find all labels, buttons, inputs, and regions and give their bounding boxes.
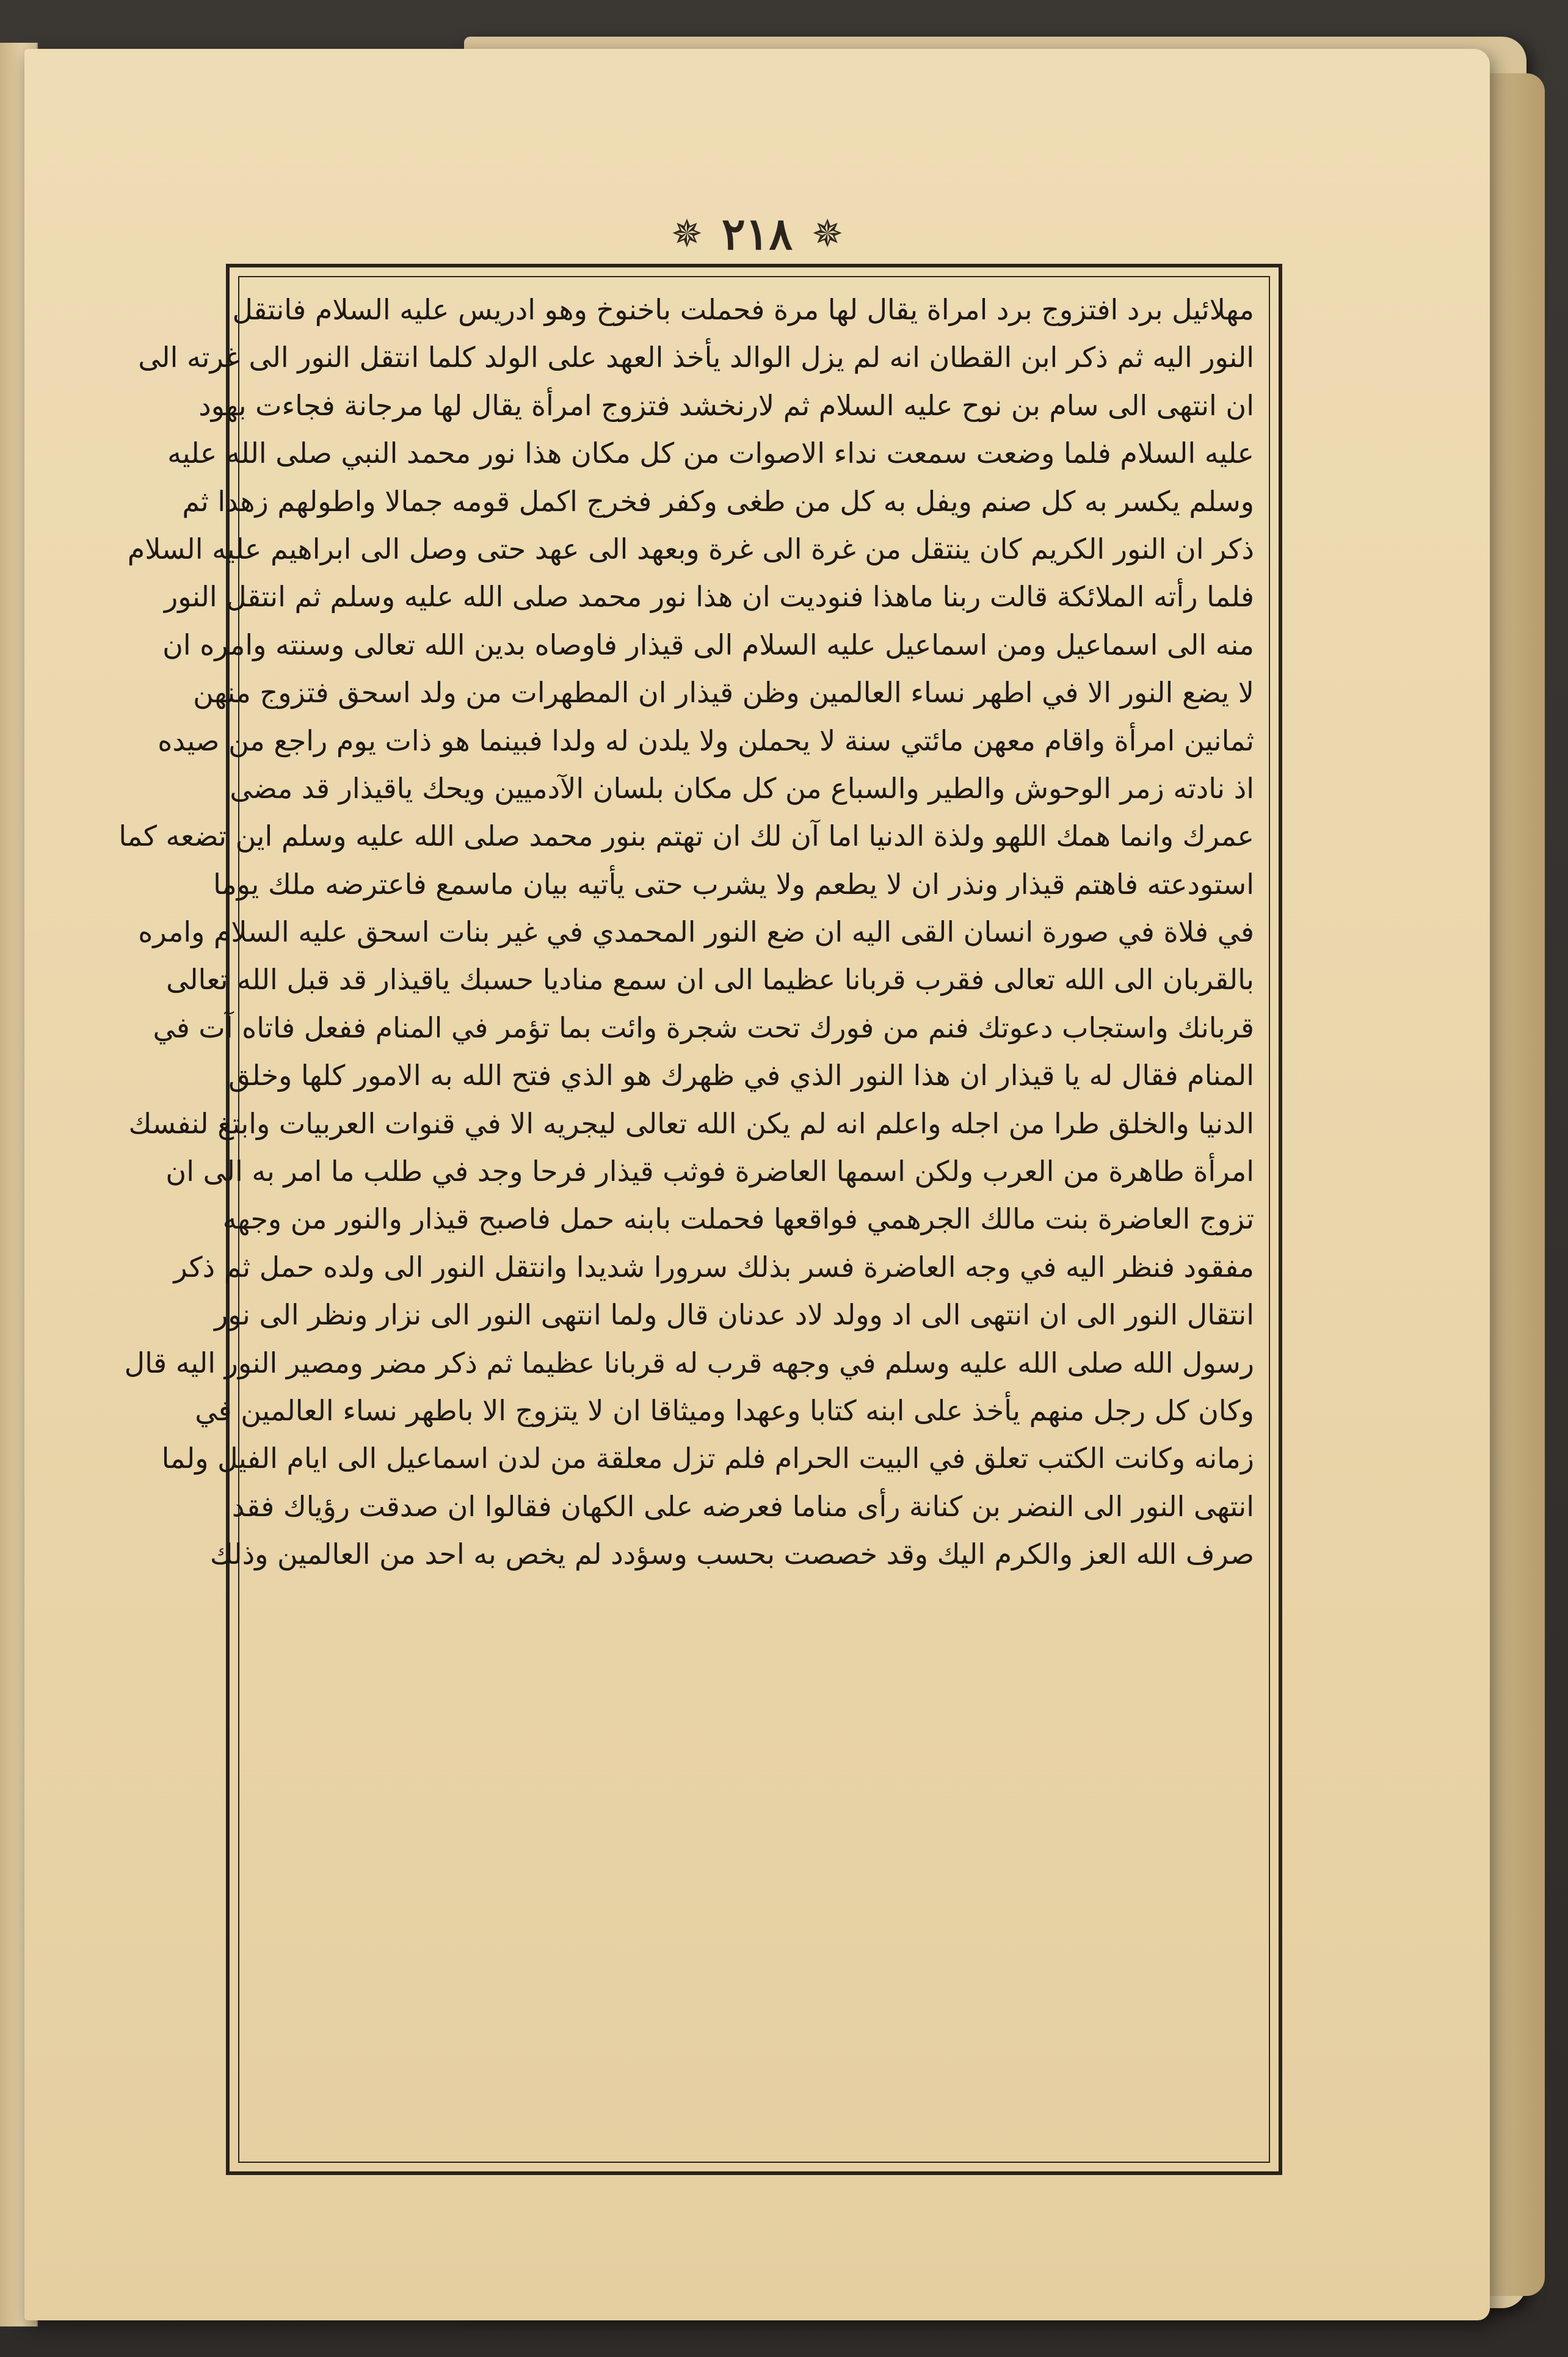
text-line: امرأة طاهرة من العرب ولكن اسمها العاضرة فوثب قيذار فرحا وجد في طلب ما امر به الى ان [165,1155,1254,1188]
text-line: لا يضع النور الا في اطهر نساء العالمين وظن قيذار ان المطهرات من ولد اسحق فتزوج منهن [193,676,1254,710]
page-number: ٢١٨ [721,208,793,260]
text-line: المنام فقال له يا قيذار ان هذا النور الذي في ظهرك هو الذي فتح الله به الامور كلها وخلق [228,1059,1254,1092]
text-line: وسلم يكسر به كل صنم ويفل به كل من طغى وكفر فخرج اكمل قومه جمالا واطولهم زهدا ثم [182,484,1254,518]
text-line: النور اليه ثم ذكر ابن القطان انه لم يزل الوالد يأخذ العهد على الولد كلما انتقل النور الى غرته الى [138,341,1254,374]
text-line: مهلائيل برد افتزوج برد امراة يقال لها مرة فحملت باخنوخ وهو ادريس عليه السلام فانتقل [232,293,1254,326]
text-line: زمانه وكانت الكتب تعلق في البيت الحرام فلم تزل معلقة من لدن اسماعيل الى ايام الفيل ولما [161,1442,1254,1475]
text-frame [118,264,1282,2175]
text-line: انتهى النور الى النضر بن كنانة رأى مناما فعرضه على الكهان فقالوا ان صدقت رؤياك فقد [231,1489,1254,1523]
text-line: في فلاة في صورة انسان القى اليه ان ضع النور المحمدي في غير بنات اسحق عليه السلام وامره [138,915,1254,949]
text-line: فلما رأته الملائكة قالت ربنا ماهذا فنوديت ان هذا نور محمد صلى الله عليه وسلم ثم انتقل النور [164,580,1254,614]
text-line: ذكر ان النور الكريم كان ينتقل من غرة الى غرة وبعهد الى عهد حتى وصل الى ابراهيم عليه السلام [127,532,1254,565]
text-line: منه الى اسماعيل ومن اسماعيل عليه السلام الى قيذار فاوصاه بدين الله تعالى وسنته وامره ان [162,628,1254,661]
book-page [24,49,1490,2320]
text-line: استودعته فاهتم قيذار ونذر ان لا يطعم ولا يشرب حتى يأتيه بيان ماسمع فاعترضه ملك يوما [213,867,1254,901]
ornament-icon: ✵ [670,211,703,256]
text-line: تزوج العاضرة بنت مالك الجرهمي فواقعها فحملت بابنه حمل فاصبح قيذار والنور من وجهه [222,1202,1254,1236]
text-line: بالقربان الى الله تعالى فقرب قربانا عظيما الى ان سمع مناديا حسبك ياقيذار قد قبل الله تعالى [166,963,1254,997]
text-line: انتقال النور الى ان انتهى الى اد وولد لاد عدنان قال ولما انتهى النور الى نزار ونظر الى نور [214,1298,1254,1332]
text-line: الدنيا والخلق طرا من اجله واعلم انه لم يكن الله تعالى ليجريه الا في قنوات العربيات وابتغ لنفسك [128,1106,1254,1140]
text-line: عمرك وانما همك اللهو ولذة الدنيا اما آن لك ان تهتم بنور محمد صلى الله عليه وسلم اين تضعه كما [118,819,1254,853]
text-line: عليه السلام فلما وضعت سمعت نداء الاصوات من كل مكان هذا نور محمد النبي صلى الله عليه [167,437,1254,470]
text-line: وكان كل رجل منهم يأخذ على ابنه كتابا وعهدا وميثاقا ان لا يتزوج الا باطهر نساء العالمين في [195,1393,1254,1427]
text-line: اذ نادته زمر الوحوش والطير والسباع من كل مكان بلسان الآدميين ويحك ياقيذار قد مضى [230,771,1254,805]
text-line: ان انتهى الى سام بن نوح عليه السلام ثم لارنخشد فتزوج امرأة يقال لها مرجانة فجاءت بهود [198,388,1254,422]
ornament-icon: ✵ [811,211,844,256]
body-text [118,286,1254,2153]
text-line: مفقود فنظر اليه في وجه العاضرة فسر بذلك سرورا شديدا وانتقل النور الى ولده حمل ثم ذكر [173,1250,1254,1284]
text-line: رسول الله صلى الله عليه وسلم في وجهه قرب له قربانا عظيما ثم ذكر مضر ومصير النور اليه قال [124,1346,1254,1379]
text-line: ثمانين امرأة واقام معهن مائتي سنة لا يحملن ولا يلدن له ولدا فبينما هو ذات يوم راجع من صيده [158,724,1254,757]
text-line: صرف الله العز والكرم اليك وقد خصصت بحسب وسؤدد لم يخص به احد من العالمين وذلك [209,1538,1254,1571]
text-line: قربانك واستجاب دعوتك فنم من فورك تحت شجرة وائت بما تؤمر في المنام ففعل فاتاه آت في [153,1011,1254,1044]
page-stack-edge [1490,73,1545,2296]
page-header [24,208,1490,260]
